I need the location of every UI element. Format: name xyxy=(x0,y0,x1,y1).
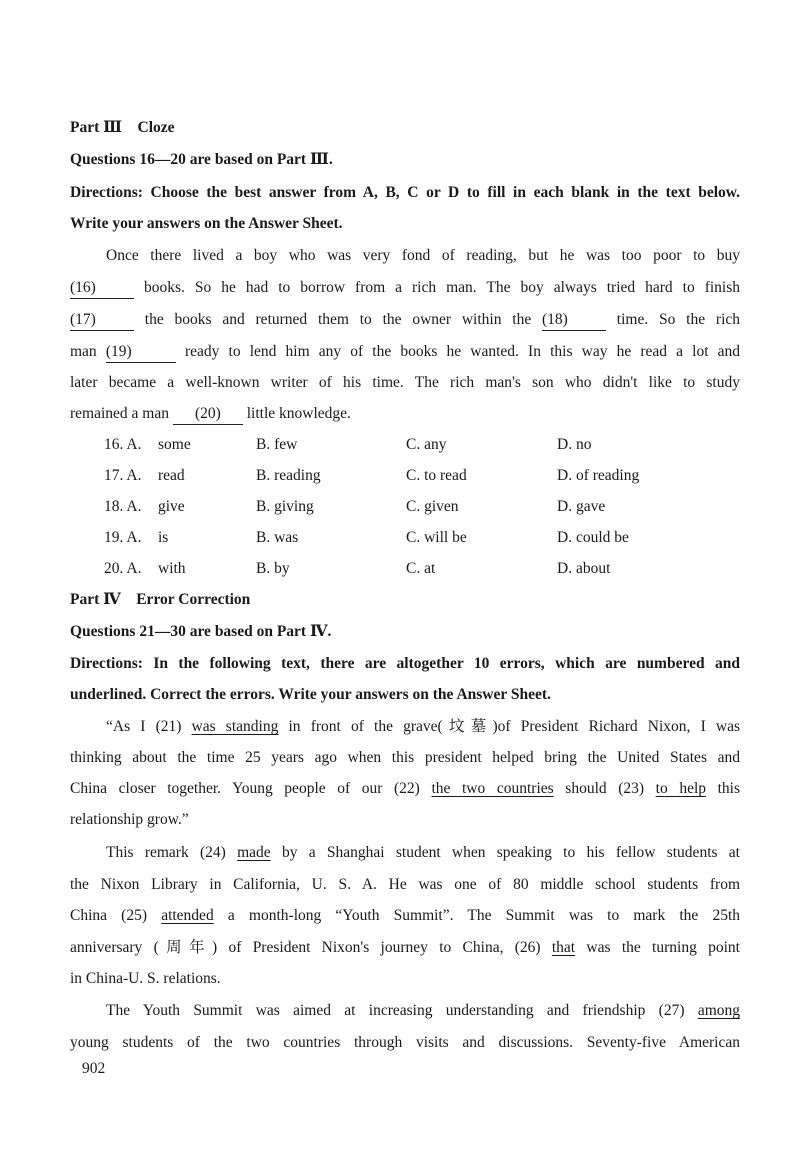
option-a: read xyxy=(158,467,185,484)
error-22: the two countries xyxy=(431,780,554,797)
error-27: among xyxy=(697,1002,740,1019)
error-p2-line-5: in China-U. S. relations. xyxy=(70,970,221,987)
option-b: B. giving xyxy=(256,498,314,515)
error-25: attended xyxy=(161,907,214,924)
error-26: that xyxy=(551,939,576,956)
option-b: B. by xyxy=(256,560,290,577)
cloze-line-4-text-a: man xyxy=(70,343,97,360)
error-p2-line-3-b: a month-long “Youth Summit”. The Summit was to mark the 25th xyxy=(227,907,741,924)
error-p3-line-1-a: The Youth Summit was aimed at increasing understanding and friendship (27) xyxy=(106,1002,685,1019)
cloze-line-6 xyxy=(70,404,740,425)
error-p1-line-2: thinking about the time 25 years ago when this president helped bring the United States and xyxy=(70,749,740,766)
cloze-line-3 xyxy=(70,310,740,331)
error-p1-line-1 xyxy=(106,717,740,737)
option-num: 16. A. xyxy=(104,436,142,453)
option-d: D. gave xyxy=(557,498,606,515)
error-p2-line-3-a: China (25) xyxy=(70,907,148,924)
part3-directions-line1: Directions: Choose the best answer from A, B, C or D to fill in each blank in the text below. xyxy=(70,184,740,201)
option-num: 17. A. xyxy=(104,467,142,484)
error-21: was standing xyxy=(191,718,279,735)
option-a: some xyxy=(158,436,191,453)
error-p1-line-3-b: should (23) xyxy=(565,780,645,797)
cloze-line-5: later became a well-known writer of his time. The rich man's son who didn't like to study xyxy=(70,374,740,391)
cloze-line-6-text-a: remained a man xyxy=(70,405,169,422)
cloze-line-3-text-a: the books and returned them to the owner within the xyxy=(144,311,532,328)
option-num: 19. A. xyxy=(104,529,142,546)
page-number: 902 xyxy=(82,1060,106,1077)
error-23: to help xyxy=(655,780,707,797)
error-p1-line-1-b: in front of the grave(坟墓)of President Richard Nixon, I was xyxy=(288,718,740,735)
option-c: C. to read xyxy=(406,467,467,484)
error-p1-line-3-a: China closer together. Young people of our (22) xyxy=(70,780,420,797)
option-d: D. about xyxy=(557,560,611,577)
blank-17: (17) xyxy=(70,310,134,331)
option-b: B. was xyxy=(256,529,299,546)
option-d: D. could be xyxy=(557,529,629,546)
blank-19: (19) xyxy=(106,342,176,363)
blank-16: (16) xyxy=(70,278,134,299)
error-24: made xyxy=(237,844,271,861)
error-p2-line-3 xyxy=(70,906,740,926)
part4-directions-line2: underlined. Correct the errors. Write your answers on the Answer Sheet. xyxy=(70,686,551,703)
error-p2-line-4-a: anniversary (周年) of President Nixon's journey to China, (26) xyxy=(70,939,541,956)
error-p2-line-4 xyxy=(70,938,740,958)
part3-questions-note: Questions 16—20 are based on Part Ⅲ. xyxy=(70,151,333,168)
option-d: D. of reading xyxy=(557,467,640,484)
option-b: B. few xyxy=(256,436,298,453)
cloze-line-1: Once there lived a boy who was very fond of reading, but he was too poor to buy xyxy=(106,247,740,264)
option-b: B. reading xyxy=(256,467,321,484)
error-p3-line-2: young students of the two countries through visits and discussions. Seventy-five American xyxy=(70,1034,740,1051)
error-p1-line-4: relationship grow.” xyxy=(70,811,189,828)
option-a: with xyxy=(158,560,186,577)
option-c: C. any xyxy=(406,436,447,453)
error-p2-line-1 xyxy=(106,843,740,863)
part4-directions-line1: Directions: In the following text, there are altogether 10 errors, which are numbered and xyxy=(70,655,740,672)
error-p2-line-2: the Nixon Library in California, U. S. A. He was one of 80 middle school students from xyxy=(70,876,740,893)
error-p1-line-3 xyxy=(70,779,740,799)
blank-18: (18) xyxy=(542,310,606,331)
cloze-line-3-text-b: time. So the rich xyxy=(616,311,741,328)
part3-heading: Part Ⅲ Cloze xyxy=(70,119,175,136)
option-a: is xyxy=(158,529,169,546)
cloze-line-2-text: books. So he had to borrow from a rich man. The boy always tried hard to finish xyxy=(144,279,741,296)
error-p1-line-3-c: this xyxy=(717,780,741,797)
cloze-line-4 xyxy=(70,342,740,363)
part4-questions-note: Questions 21—30 are based on Part Ⅳ. xyxy=(70,623,332,640)
option-num: 20. A. xyxy=(104,560,142,577)
error-p2-line-4-b: was the turning point xyxy=(586,939,740,956)
cloze-line-6-text-b: little knowledge. xyxy=(246,405,351,422)
part4-heading: Part Ⅳ Error Correction xyxy=(70,591,251,608)
error-p3-line-1 xyxy=(106,1001,740,1021)
option-num: 18. A. xyxy=(104,498,142,515)
option-c: C. given xyxy=(406,498,459,515)
blank-20: (20) xyxy=(173,404,243,425)
option-c: C. at xyxy=(406,560,436,577)
option-d: D. no xyxy=(557,436,592,453)
option-a: give xyxy=(158,498,185,515)
cloze-line-2 xyxy=(70,278,740,299)
error-p2-line-1-b: by a Shanghai student when speaking to his fellow students at xyxy=(281,844,740,861)
option-c: C. will be xyxy=(406,529,467,546)
part3-directions-line2: Write your answers on the Answer Sheet. xyxy=(70,215,343,232)
error-p2-line-1-a: This remark (24) xyxy=(106,844,226,861)
error-p1-line-1-a: “As I (21) xyxy=(106,718,182,735)
cloze-line-4-text-b: ready to lend him any of the books he wanted. In this way he read a lot and xyxy=(184,343,741,360)
